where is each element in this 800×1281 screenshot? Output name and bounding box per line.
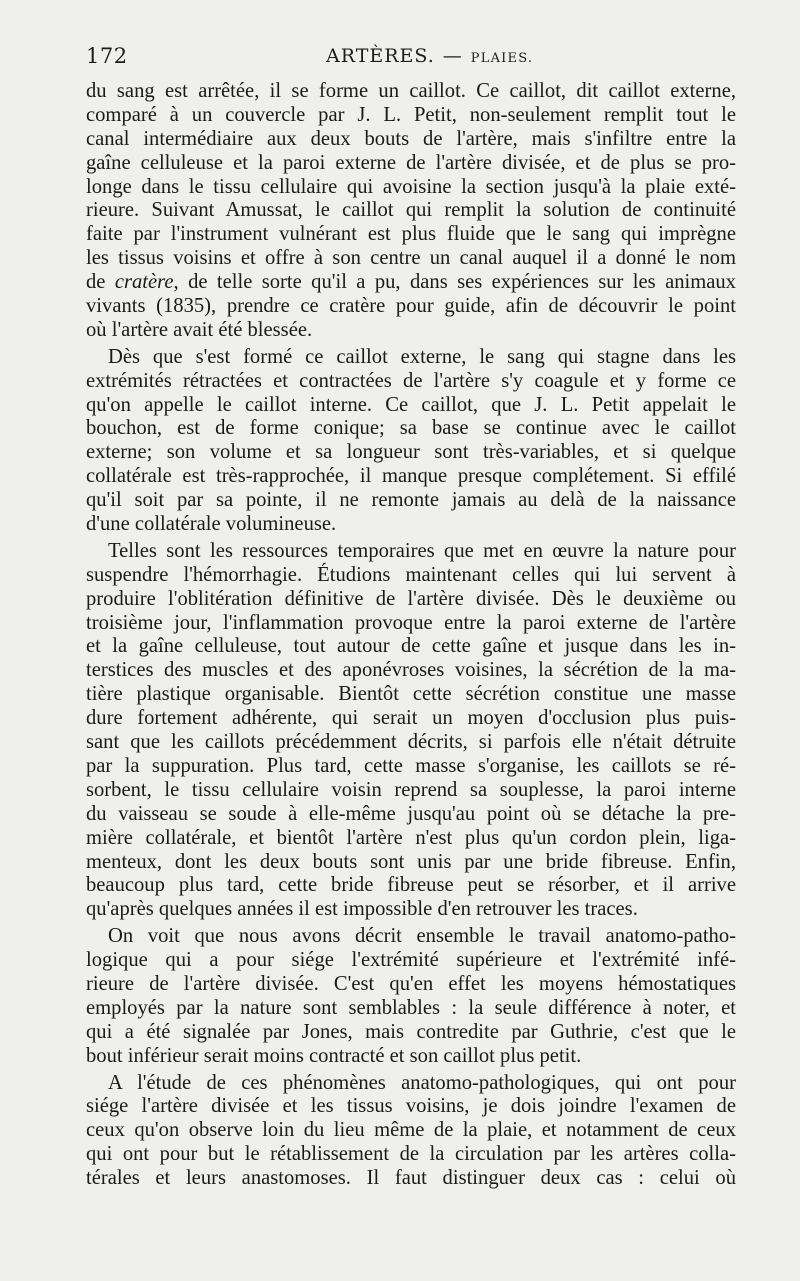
text-line: extrémités rétractées et contractées de l'artère s'y coagule et y forme ce	[86, 369, 736, 392]
page-number: 172	[86, 44, 128, 68]
text-line: ceux qu'on observe loin du lieu même de la plaie, et notamment de ceux	[86, 1119, 736, 1142]
paragraph	[86, 925, 736, 1068]
body-text	[86, 80, 736, 1191]
text-line: bouchon, est de forme conique; sa base se continue avec le caillot	[86, 417, 736, 440]
text-line: mière collatérale, et bientôt l'artère n'est plus qu'un cordon plein, liga-	[86, 826, 736, 849]
text-line: les tissus voisins et offre à son centre un canal auquel il a donné le nom	[86, 247, 736, 270]
text-line: rieure de l'artère divisée. C'est qu'en effet les moyens hémostatiques	[86, 972, 736, 995]
text-line: A l'étude de ces phénomènes anatomo-pathologiques, qui ont pour	[108, 1071, 736, 1094]
text-line: employés par la nature sont semblables : la seule différence à noter, et	[86, 996, 736, 1019]
text-line: qu'après quelques années il est impossible d'en retrouver les traces.	[86, 898, 638, 921]
text-line: logique qui a pour siége l'extrémité supérieure et l'extrémité infé-	[86, 949, 736, 972]
text-line: terstices des muscles et des aponévroses voisines, la sécrétion de la ma-	[86, 659, 736, 682]
text-line: comparé à un couvercle par J. L. Petit, non-seulement remplit tout le	[86, 103, 736, 126]
text-line: gaîne celluleuse et la paroi externe de l'artère divisée, et de plus se pro-	[86, 151, 736, 174]
text-line: dure fortement adhérente, qui serait un moyen d'occlusion plus puis-	[86, 707, 736, 730]
text-line: suspendre l'hémorrhagie. Étudions maintenant celles qui lui servent à	[86, 563, 736, 586]
paragraph	[86, 346, 736, 537]
text-line: qui ont pour but le rétablissement de la circulation par les artères colla-	[86, 1143, 736, 1166]
paragraph	[86, 540, 736, 922]
text-line: longe dans le tissu cellulaire qui avoisine la section jusqu'à la plaie exté-	[86, 175, 736, 198]
text-line: produire l'oblitération définitive de l'artère divisée. Dès le deuxième ou	[86, 587, 736, 610]
text-line: où l'artère avait été blessée.	[86, 318, 313, 341]
text-line: de cratère, de telle sorte qu'il a pu, dans ses expériences sur les animaux	[86, 271, 736, 294]
paragraph	[86, 1072, 736, 1191]
text-line: du vaisseau se soude à elle-même jusqu'au point où se détache la pre-	[86, 802, 736, 825]
running-header	[86, 44, 736, 74]
italic-term: cratère	[114, 271, 174, 294]
text-line: beaucoup plus tard, cette bride fibreuse peut se résorber, et il arrive	[86, 874, 736, 897]
text-line: troisième jour, l'inflammation provoque entre la paroi externe de l'artère	[86, 611, 736, 634]
text-line: rieure. Suivant Amussat, le caillot qui remplit la solution de continuité	[86, 199, 736, 222]
text-line: Dès que s'est formé ce caillot externe, le sang qui stagne dans les	[108, 345, 736, 368]
text-line: On voit que nous avons décrit ensemble le travail anatomo-patho-	[108, 925, 736, 948]
text-line: siége l'artère divisée et les tissus voisins, je dois joindre l'examen de	[86, 1095, 736, 1118]
text-line: d'une collatérale volumineuse.	[86, 513, 337, 536]
text-line: bout inférieur serait moins contracté et son caillot plus petit.	[86, 1044, 582, 1067]
text-line: tière plastique organisable. Bientôt cette sécrétion constitue une masse	[86, 683, 736, 706]
text-line: sorbent, le tissu cellulaire voisin reprend sa souplesse, la paroi interne	[86, 778, 736, 801]
text-line: qu'il soit par sa pointe, il ne remonte jamais au delà de la naissance	[86, 489, 736, 512]
title-separator: —	[442, 45, 463, 67]
text-line: par la suppuration. Plus tard, cette masse s'organise, les caillots se ré-	[86, 754, 736, 777]
text-line: externe; son volume et sa longueur sont très-variables, et si quelque	[86, 441, 736, 464]
text-line: menteux, dont les deux bouts sont unis par une bride fibreuse. Enfin,	[86, 850, 736, 873]
text-line: vivants (1835), prendre ce cratère pour guide, afin de découvrir le point	[86, 295, 736, 318]
text-line: qui a été signalée par Jones, mais contredite par Guthrie, c'est que le	[86, 1020, 736, 1043]
paragraph	[86, 80, 736, 343]
text-line: Telles sont les ressources temporaires que met en œuvre la nature pour	[108, 539, 736, 562]
section-subtitle: PLAIES.	[470, 51, 534, 66]
text-line: canal intermédiaire aux deux bouts de l'artère, mais s'infiltre entre la	[86, 127, 736, 150]
text-line: collatérale est très-rapprochée, il manque presque complétement. Si effilé	[86, 465, 736, 488]
text-line: qu'on appelle le caillot interne. Ce caillot, que J. L. Petit appelait le	[86, 393, 736, 416]
text-line: du sang est arrêtée, il se forme un caillot. Ce caillot, dit caillot externe,	[86, 80, 736, 102]
running-title	[326, 45, 533, 67]
text-line: sant que les caillots précédemment décrits, si parfois elle n'était détruite	[86, 731, 736, 754]
chapter-title: ARTÈRES.	[326, 45, 435, 67]
text-line: térales et leurs anastomoses. Il faut distinguer deux cas : celui où	[86, 1167, 736, 1190]
text-line: faite par l'instrument vulnérant est plus fluide que le sang qui imprègne	[86, 223, 736, 246]
text-line: et la gaîne celluleuse, tout autour de cette gaîne et jusque dans les in-	[86, 635, 736, 658]
